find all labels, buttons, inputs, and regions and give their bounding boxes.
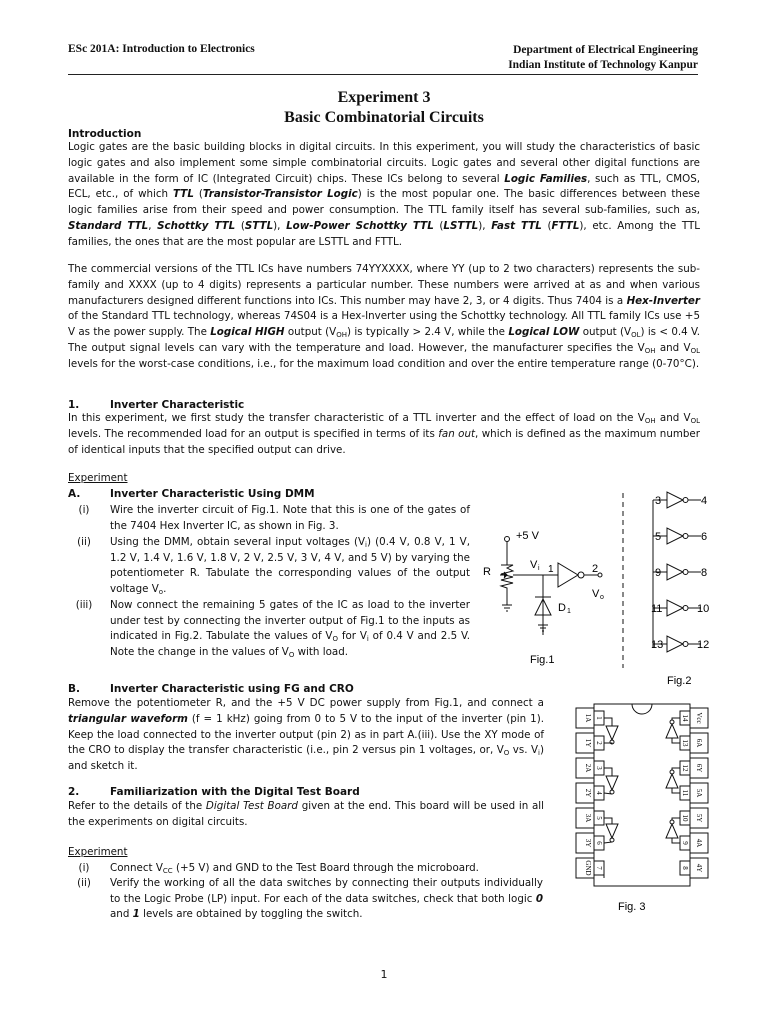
pin-label: 11 xyxy=(651,603,663,615)
internal-inverter-5 xyxy=(666,768,680,793)
pin-label: 4 xyxy=(701,495,708,507)
pin-number: 9 xyxy=(681,841,689,845)
pin-number: 13 xyxy=(681,739,689,747)
internal-inverter-1 xyxy=(604,718,618,744)
fig3-7404-pinout xyxy=(560,696,716,914)
pin-name: 6A xyxy=(695,738,703,748)
pin-number: 3 xyxy=(595,766,603,770)
pin-name: 5A xyxy=(695,788,703,798)
pin-name: 1A xyxy=(584,713,592,723)
pin2-label: 2 xyxy=(592,563,599,575)
page-number: 1 xyxy=(380,968,388,981)
section-1-heading xyxy=(68,399,244,411)
pin-name: 6Y xyxy=(695,763,703,773)
section-1-paragraph: In this experiment, we first study the transfer characteristic of a TTL inverter and the effect of load on the $V_{OH}$ and $V_{OL}$ levels. The recommended load for an output is specified in terms of its fan out, which is defined as the maximum number of identical inputs that the specified output can drive. xyxy=(68,412,700,456)
vi-label: V xyxy=(530,559,538,571)
item-number: (i) xyxy=(78,504,90,516)
inverter-gate xyxy=(558,563,578,587)
internal-inverter-2 xyxy=(604,768,618,794)
pin-number: 7 xyxy=(595,866,603,870)
pin-name: GND xyxy=(584,860,592,876)
fig2-load-connection xyxy=(615,488,715,688)
section-2-heading xyxy=(68,786,360,798)
pin-name: 2Y xyxy=(584,788,592,798)
experiment-label: Experiment xyxy=(68,472,128,484)
pin-number: 8 xyxy=(681,866,689,870)
fig1-caption: Fig.1 xyxy=(530,654,555,666)
pin-name: 4A xyxy=(695,838,703,848)
pin-number: 2 xyxy=(595,741,603,745)
item-a-i xyxy=(68,503,478,535)
pin-name: 3Y xyxy=(584,838,592,848)
r-label: R xyxy=(483,566,491,578)
institute-name: Indian Institute of Technology Kanpur xyxy=(508,59,698,71)
pin1-label: 1 xyxy=(548,564,554,575)
item-text: Wire the inverter circuit of Fig.1. Note that this is one of the gates of the 7404 Hex Inverter IC, as shown in Fig. 3. xyxy=(110,504,470,532)
item-a-iii xyxy=(68,598,478,678)
section-a-heading xyxy=(68,488,315,500)
item-a-ii xyxy=(68,535,478,599)
item-number: (ii) xyxy=(77,877,91,889)
pin-name: 3A xyxy=(584,813,592,823)
pin-number: 6 xyxy=(595,841,603,845)
fig3-caption: Fig. 3 xyxy=(618,901,646,913)
pin-label: 3 xyxy=(655,495,662,507)
pin-label: 5 xyxy=(655,531,662,543)
section-b-paragraph: Remove the potentiometer R, and the +5 V DC power supply from Fig.1, and connect a triangular waveform (f = 1 kHz) going from 0 to 5 V to the input of the inverter (pin 1). Keep the load connected to the inverter output (pin 2) as in part A.(iii). Use the XY mode of the CRO to display the transfer characteristic (i.e., pin 2 versus pin 1 voltages, or, $V_O$ vs. $V_i$) and sketch it. xyxy=(68,697,544,773)
pin-label: 9 xyxy=(655,567,662,579)
section-a-title: Inverter Characteristic Using DMM xyxy=(110,488,315,500)
department-block xyxy=(508,43,698,73)
pin-label: 12 xyxy=(697,639,710,651)
intro-paragraph: Logic gates are the basic building blocks in digital circuits. In this experiment, you will study the characteristics of basic logic gates and also implement some simple combinatorial circuits. Logic gates and several other digital functions are available in the form of IC (Integrated Circuit) chips. These ICs belong to several Logic Families, such as TTL, CMOS, ECL, etc., of which TTL (Transistor-Transistor Logic) is the most popular one. The basic differences between these logic families arise from their speed and power consumption. The TTL family itself has several sub-families, such as, Standard TTL, Schottky TTL (STTL), Low-Power Schottky TTL (LSTTL), Fast TTL (FTTL), etc. Among the TTL families, the ones that are the most popular are LSTTL and FTTL. xyxy=(68,141,700,248)
pin-label: 8 xyxy=(701,567,708,579)
internal-inverter-4 xyxy=(666,718,680,743)
section-b-number: B. xyxy=(68,683,80,695)
section-1-number: 1. xyxy=(68,399,80,411)
fig1-inverter-circuit xyxy=(478,525,618,675)
pin-label: 10 xyxy=(697,603,710,615)
section-2-paragraph: Refer to the details of the Digital Test Board given at the end. This board will be used in all the experiments on digital circuits. xyxy=(68,800,545,828)
supply-terminal xyxy=(505,537,510,542)
item-number: (iii) xyxy=(75,599,93,611)
section-1-title: Inverter Characteristic xyxy=(110,399,245,411)
pin-number: 4 xyxy=(595,791,603,795)
item-2-i xyxy=(68,861,548,877)
pin-number: 11 xyxy=(681,789,689,797)
section-2-number: 2. xyxy=(68,786,80,798)
pin-number: 1 xyxy=(595,716,603,720)
section-b-heading xyxy=(68,683,354,695)
internal-inverter-6 xyxy=(666,818,680,843)
pin-name: 1Y xyxy=(584,738,592,748)
pin-name: 5Y xyxy=(695,813,703,823)
d1-label: D xyxy=(558,602,566,614)
ttl-paragraph: The commercial versions of the TTL ICs have numbers 74YYXXXX, where YY (up to 2 two characters) represents the sub-family and XXXX (up to 4 digits) represents a particular number. These numbers were arrived at as and when various manufacturers designed different functions into ICs. This number may have 2, 3, or 4 digits. Thus 7404 is a Hex-Inverter of the Standard TTL technology, whereas 74S04 is a Hex-Inverter using the Schottky technology. All TTL family ICs use +5 V as the power supply. The Logical HIGH output $(V_{OH})$ is typically > 2.4 V, while the Logical LOW output $(V_{OL})$ is < 0.4 V. The output signal levels can vary with the temperature and load. However, the manufacturer specifies the $V_{OH}$ and $V_{OL}$ levels for the worst-case conditions, i.e., for the maximum load condition and over the entire temperature range (0-70°C). xyxy=(68,263,700,370)
section-b-title: Inverter Characteristic using FG and CRO xyxy=(110,683,354,695)
potentiometer-r xyxy=(501,565,513,605)
vo-sub-label: o xyxy=(600,594,604,601)
pin-label: 13 xyxy=(651,639,664,651)
item-text: Using the DMM, obtain several input voltages $(V_i)$ (0.4 V, 0.8 V, 1 V, 1.2 V, 1.4 V, 1.6 V, 1.8 V, 2 V, 2.5 V, 3 V, 4 V, and 5 V) by varying the potentiometer R. Tabulate the corresponding values of the output voltage $V_o$. xyxy=(110,536,470,597)
department-name: Department of Electrical Engineering xyxy=(513,44,698,56)
intro-heading: Introduction xyxy=(68,128,142,140)
section-a-number: A. xyxy=(68,488,81,500)
experiment-title: Basic Combinatorial Circuits xyxy=(284,109,484,126)
internal-inverter-3 xyxy=(604,818,618,843)
item-2-ii xyxy=(68,876,548,924)
item-text: Verify the working of all the data switches by connecting their outputs individually to the Logic Probe (LP) input. For each of the data switches, check that both logic 0 and 1 levels are obtained by toggling the switch. xyxy=(110,877,543,921)
item-text: Now connect the remaining 5 gates of the IC as load to the inverter under test by connecting the inverter output of Fig.1 to the inputs as indicated in Fig.2. Tabulate the values of $V_O$ for $V_i$ of 0.4 V and 2.5 V. Note the change in the values of $V_O$ with load. xyxy=(110,599,470,660)
section-2-title: Familiarization with the Digital Test Board xyxy=(110,786,360,798)
pin-number: 14 xyxy=(681,714,689,722)
item-number: (ii) xyxy=(77,536,91,548)
vo-label: V xyxy=(592,588,600,600)
ic-notch xyxy=(632,704,652,714)
fig2-caption: Fig.2 xyxy=(667,675,692,687)
experiment-number: Experiment 3 xyxy=(337,89,431,106)
experiment-2-label: Experiment xyxy=(68,846,128,858)
pin-name: 2A xyxy=(584,763,592,773)
item-number: (i) xyxy=(78,862,90,874)
item-text: Connect $V_{CC}$ (+5 V) and GND to the Test Board through the microboard. xyxy=(110,862,479,875)
d1-sub-label: 1 xyxy=(567,608,571,615)
supply-label: +5 V xyxy=(516,530,539,542)
pin-number: 12 xyxy=(681,764,689,772)
pin-number: 10 xyxy=(681,814,689,822)
pin-number: 5 xyxy=(595,816,603,820)
course-title: ESc 201A: Introduction to Electronics xyxy=(68,43,255,55)
pin-name: 4Y xyxy=(695,863,703,873)
vi-sub-label: i xyxy=(538,565,540,572)
pin-label: 6 xyxy=(701,531,708,543)
pin-name: Vcc xyxy=(695,712,703,724)
header-rule xyxy=(68,74,698,75)
